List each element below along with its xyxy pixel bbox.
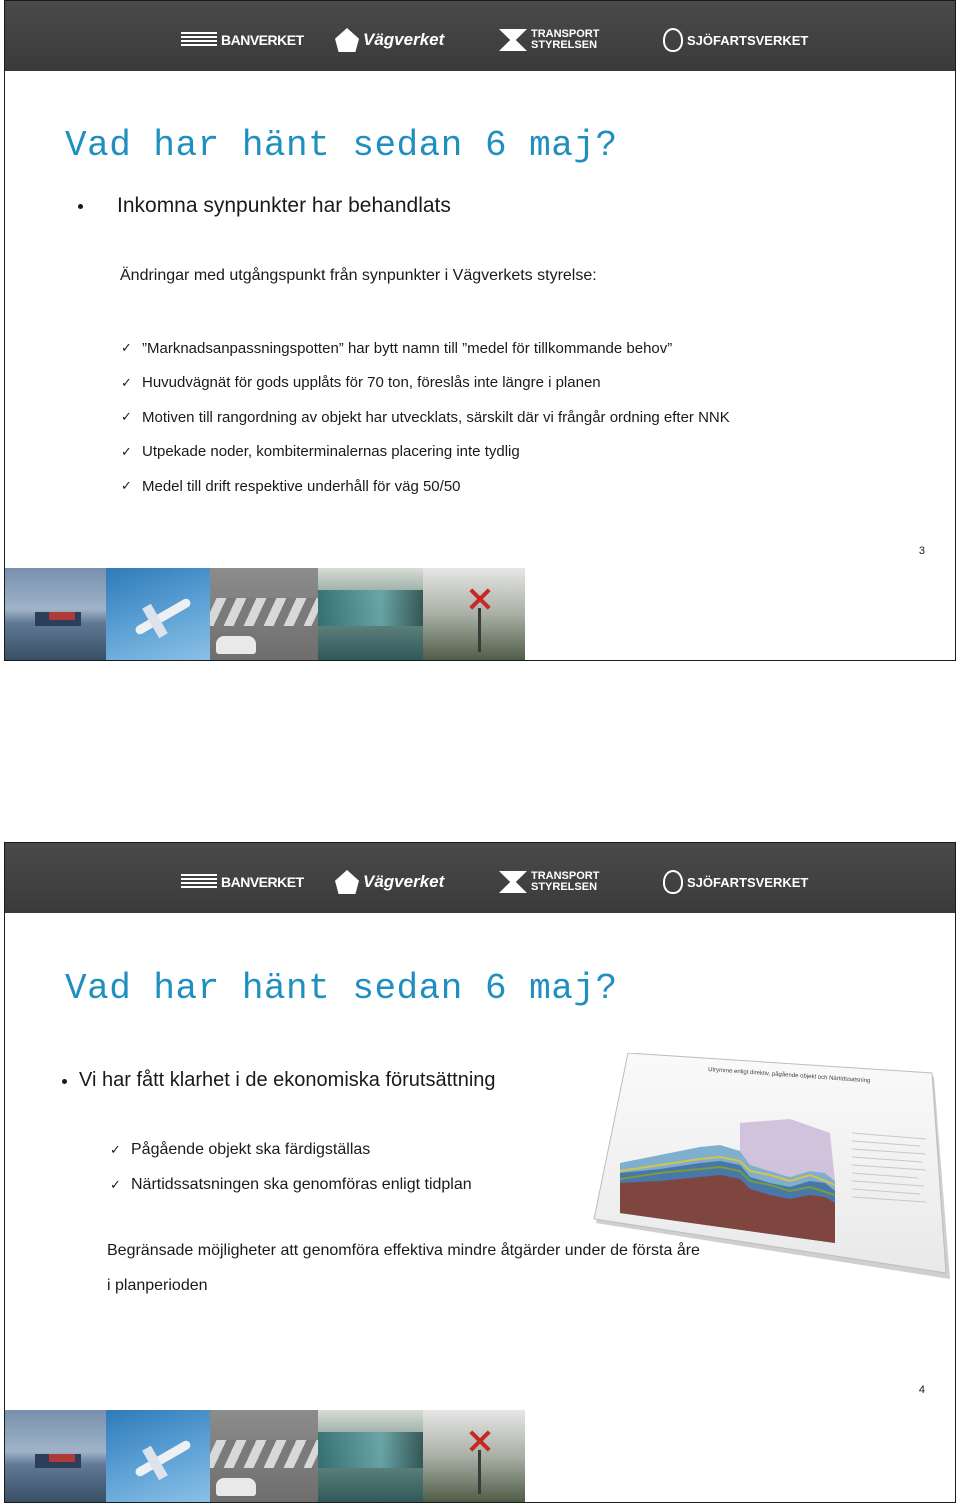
banverket-logo <box>181 867 304 897</box>
vagverket-mark-icon <box>335 870 359 894</box>
sjofartsverket-logo <box>663 867 808 897</box>
bullet-dot-icon <box>78 204 83 209</box>
list-item <box>110 1133 472 1168</box>
ship-photo <box>5 1410 106 1502</box>
photo-strip <box>5 568 955 660</box>
road-crossing-photo <box>210 1410 318 1502</box>
slide-2 <box>4 842 956 1503</box>
airplane-photo <box>106 568 210 660</box>
checkmark-icon: ✓ <box>121 478 132 494</box>
vagverket-mark-icon <box>335 28 359 52</box>
vagverket-logo-text: Vägverket <box>363 30 445 49</box>
banverket-logo <box>181 25 304 55</box>
page-number: 4 <box>918 1384 925 1396</box>
checkmark-icon: ✓ <box>121 340 132 356</box>
slide-title: Vad har hänt sedan 6 maj? <box>65 968 618 1009</box>
checkmark-icon: ✓ <box>121 409 132 425</box>
slide-header <box>5 843 955 913</box>
slide-title: Vad har hänt sedan 6 maj? <box>65 125 618 166</box>
banverket-logo-text: BANVERKET <box>221 32 304 48</box>
banverket-logo-text: BANVERKET <box>221 874 304 890</box>
vagverket-logo <box>335 25 444 55</box>
chart-thumbnail-title: Utrymme enligt direktiv, pågående objekt och Närtidssatsning <box>707 1067 871 1085</box>
list-item <box>121 435 730 470</box>
railway-crossing-photo <box>423 568 525 660</box>
list-item <box>121 331 730 366</box>
sjofartsverket-crest-icon <box>663 28 683 52</box>
checkmark-icon: ✓ <box>121 443 132 459</box>
train-photo <box>318 1410 423 1502</box>
transportstyrelsen-mark-icon <box>499 29 527 51</box>
transportstyrelsen-mark-icon <box>499 871 527 893</box>
transport-logo-line1: TRANSPORT <box>531 28 600 40</box>
photo-strip <box>5 1410 955 1502</box>
airplane-photo <box>106 1410 210 1502</box>
banverket-mark-icon <box>181 874 217 890</box>
transportstyrelsen-logo <box>499 867 599 897</box>
slide-header <box>5 1 955 71</box>
transport-logo-line2: STYRELSEN <box>531 881 598 893</box>
ship-photo <box>5 568 106 660</box>
list-item-text: Huvudvägnät för gods upplåts för 70 ton, föreslås inte längre i planen <box>142 374 601 392</box>
change-list <box>121 331 730 504</box>
transport-logo-line1: TRANSPORT <box>531 870 600 882</box>
list-item-text: Motiven till rangordning av objekt har utvecklats, särskilt där vi frångår ordning efter NNK <box>142 408 730 426</box>
sjofartsverket-logo-text: SJÖFARTSVERKET <box>687 874 809 890</box>
main-bullet: Vi har fått klarhet i de ekonomiska förutsättning <box>79 1069 496 1091</box>
road-crossing-photo <box>210 568 318 660</box>
transportstyrelsen-logo <box>499 25 599 55</box>
list-item-text: Utpekade noder, kombiterminalernas placering inte tydlig <box>142 443 520 461</box>
list-item <box>110 1168 472 1203</box>
main-bullet: Inkomna synpunkter har behandlats <box>117 194 451 217</box>
list-item-text: Närtidssatsningen ska genomföras enligt tidplan <box>131 1175 472 1193</box>
checkmark-icon: ✓ <box>110 1142 121 1158</box>
list-item <box>121 400 730 435</box>
list-item <box>121 469 730 504</box>
sjofartsverket-crest-icon <box>663 870 683 894</box>
list-item <box>121 366 730 401</box>
note-line-1: Begränsade möjligheter att genomföra effektiva mindre åtgärder under de första åre <box>107 1242 700 1259</box>
train-photo <box>318 568 423 660</box>
sjofartsverket-logo-text: SJÖFARTSVERKET <box>687 32 809 48</box>
checkmark-icon: ✓ <box>121 374 132 390</box>
page-number: 3 <box>918 545 925 557</box>
vagverket-logo-text: Vägverket <box>363 872 445 891</box>
checkmark-icon: ✓ <box>110 1176 121 1192</box>
railway-crossing-photo <box>423 1410 525 1502</box>
list-item-text: ”Marknadsanpassningspotten” har bytt namn till ”medel för tillkommande behov” <box>142 339 673 357</box>
transport-logo-line2: STYRELSEN <box>531 39 598 51</box>
requirement-list <box>110 1133 472 1202</box>
sjofartsverket-logo <box>663 25 808 55</box>
list-item-text: Pågående objekt ska färdigställas <box>131 1141 371 1159</box>
list-item-text: Medel till drift respektive underhåll för väg 50/50 <box>142 477 461 495</box>
banverket-mark-icon <box>181 32 217 48</box>
vagverket-logo <box>335 867 444 897</box>
intro-text: Ändringar med utgångspunkt från synpunkter i Vägverkets styrelse: <box>120 267 597 284</box>
bullet-dot-icon <box>62 1079 67 1084</box>
slide-1 <box>4 0 956 661</box>
note-line-2: i planperioden <box>107 1277 208 1294</box>
